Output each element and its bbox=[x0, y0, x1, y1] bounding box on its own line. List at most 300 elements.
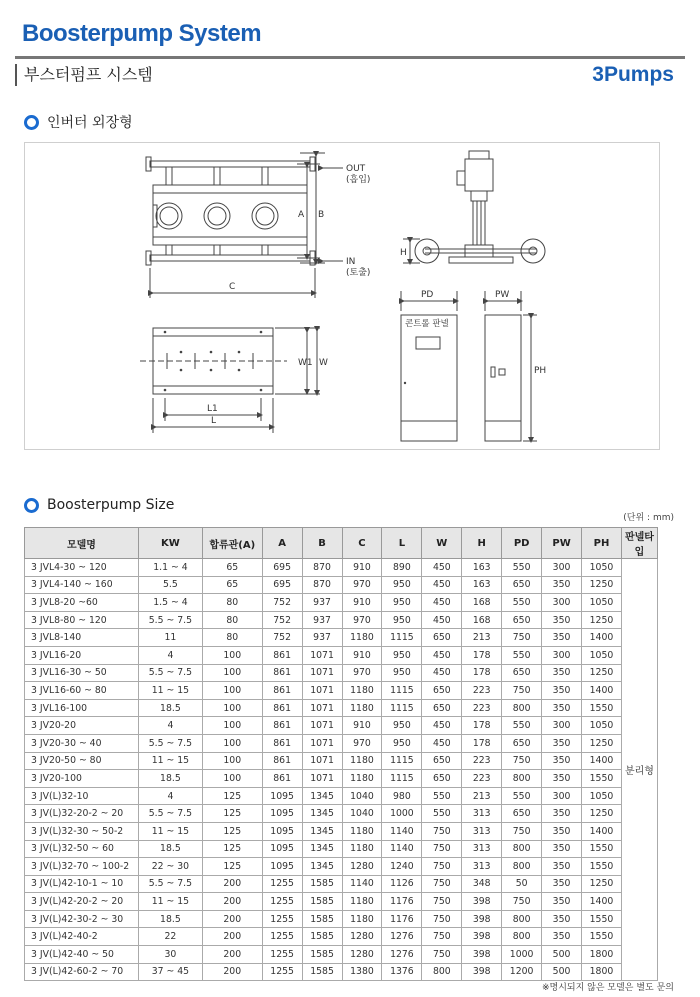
table-cell: 5.5 bbox=[138, 576, 202, 594]
table-cell: 800 bbox=[422, 963, 462, 981]
table-row bbox=[25, 664, 658, 682]
table-cell: 1180 bbox=[342, 629, 382, 647]
discharge-header bbox=[150, 255, 310, 261]
table-cell: 1200 bbox=[502, 963, 542, 981]
table-cell: 350 bbox=[542, 770, 582, 788]
table-row bbox=[25, 893, 658, 911]
label-h: H bbox=[400, 248, 407, 258]
table-cell: 550 bbox=[422, 787, 462, 805]
table-cell: 1240 bbox=[382, 858, 422, 876]
table-cell: 313 bbox=[462, 858, 502, 876]
table-cell: 213 bbox=[462, 629, 502, 647]
table-cell: 861 bbox=[262, 664, 302, 682]
table-cell: 350 bbox=[542, 699, 582, 717]
table-cell: 4 bbox=[138, 646, 202, 664]
table-cell: 1585 bbox=[302, 910, 342, 928]
table-cell: 1095 bbox=[262, 787, 302, 805]
table-cell: 1180 bbox=[342, 770, 382, 788]
table-cell: 350 bbox=[542, 629, 582, 647]
column-header: 판넬타입 bbox=[621, 528, 657, 559]
column-header: W bbox=[422, 528, 462, 559]
table-cell: 750 bbox=[422, 893, 462, 911]
table-row bbox=[25, 576, 658, 594]
table-cell: 1050 bbox=[582, 559, 622, 577]
table-cell: 937 bbox=[302, 594, 342, 612]
table-cell: 100 bbox=[202, 664, 262, 682]
model-name-cell: 3 JV(L)42-40 ~ 50 bbox=[25, 946, 139, 964]
table-cell: 450 bbox=[422, 646, 462, 664]
table-cell: 5.5 ~ 7.5 bbox=[138, 664, 202, 682]
table-cell: 100 bbox=[202, 717, 262, 735]
model-name-cell: 3 JVL4-30 ~ 120 bbox=[25, 559, 139, 577]
table-cell: 300 bbox=[542, 646, 582, 664]
label-in-sub: (토출) bbox=[346, 268, 371, 278]
table-row bbox=[25, 875, 658, 893]
table-cell: 200 bbox=[202, 893, 262, 911]
table-cell: 1050 bbox=[582, 646, 622, 664]
table-cell: 750 bbox=[422, 875, 462, 893]
table-cell: 1345 bbox=[302, 840, 342, 858]
column-header: L bbox=[382, 528, 422, 559]
table-cell: 200 bbox=[202, 946, 262, 964]
model-name-cell: 3 JVL16-100 bbox=[25, 699, 139, 717]
column-header: B bbox=[302, 528, 342, 559]
table-cell: 1140 bbox=[382, 840, 422, 858]
model-name-cell: 3 JV20-50 ~ 80 bbox=[25, 752, 139, 770]
table-cell: 398 bbox=[462, 928, 502, 946]
table-cell: 398 bbox=[462, 893, 502, 911]
table-cell: 1095 bbox=[262, 840, 302, 858]
dimension-drawing bbox=[24, 142, 660, 450]
label-l1: L1 bbox=[207, 404, 218, 414]
table-cell: 313 bbox=[462, 822, 502, 840]
label-in: IN bbox=[346, 257, 356, 267]
circle-bullet-icon bbox=[24, 498, 39, 513]
table-cell: 18.5 bbox=[138, 699, 202, 717]
pump-3 bbox=[252, 167, 278, 255]
table-cell: 450 bbox=[422, 717, 462, 735]
table-cell: 1180 bbox=[342, 893, 382, 911]
label-pw: PW bbox=[495, 290, 510, 300]
table-cell: 861 bbox=[262, 717, 302, 735]
table-cell: 800 bbox=[502, 858, 542, 876]
table-cell: 80 bbox=[202, 611, 262, 629]
column-header: A bbox=[262, 528, 302, 559]
table-cell: 980 bbox=[382, 787, 422, 805]
table-cell: 65 bbox=[202, 559, 262, 577]
pump-2 bbox=[204, 167, 230, 255]
model-name-cell: 3 JV(L)32-20-2 ~ 20 bbox=[25, 805, 139, 823]
table-cell: 100 bbox=[202, 646, 262, 664]
table-cell: 178 bbox=[462, 734, 502, 752]
label-b: B bbox=[318, 210, 325, 220]
table-cell: 350 bbox=[542, 822, 582, 840]
column-header: C bbox=[342, 528, 382, 559]
table-cell: 1800 bbox=[582, 946, 622, 964]
table-cell: 4 bbox=[138, 787, 202, 805]
table-cell: 223 bbox=[462, 752, 502, 770]
model-name-cell: 3 JVL4-140 ~ 160 bbox=[25, 576, 139, 594]
table-cell: 750 bbox=[502, 822, 542, 840]
pump-1 bbox=[153, 167, 182, 255]
table-cell: 695 bbox=[262, 576, 302, 594]
suction-header bbox=[150, 161, 310, 167]
table-cell: 950 bbox=[382, 646, 422, 664]
table-cell: 200 bbox=[202, 910, 262, 928]
table-cell: 1095 bbox=[262, 805, 302, 823]
table-cell: 125 bbox=[202, 840, 262, 858]
table-cell: 450 bbox=[422, 559, 462, 577]
table-cell: 1126 bbox=[382, 875, 422, 893]
table-cell: 1380 bbox=[342, 963, 382, 981]
subtitle-divider bbox=[15, 64, 17, 86]
table-row bbox=[25, 963, 658, 981]
table-cell: 5.5 ~ 7.5 bbox=[138, 734, 202, 752]
table-cell: 1345 bbox=[302, 805, 342, 823]
table-cell: 200 bbox=[202, 875, 262, 893]
table-cell: 752 bbox=[262, 611, 302, 629]
table-cell: 1115 bbox=[382, 699, 422, 717]
table-cell: 223 bbox=[462, 682, 502, 700]
table-cell: 18.5 bbox=[138, 770, 202, 788]
table-header-row bbox=[25, 528, 658, 559]
table-cell: 950 bbox=[382, 611, 422, 629]
table-cell: 1000 bbox=[382, 805, 422, 823]
model-name-cell: 3 JV(L)32-30 ~ 50-2 bbox=[25, 822, 139, 840]
label-pd: PD bbox=[421, 290, 434, 300]
table-cell: 750 bbox=[502, 752, 542, 770]
table-cell: 937 bbox=[302, 611, 342, 629]
label-w: W bbox=[319, 358, 328, 368]
table-cell: 11 ~ 15 bbox=[138, 822, 202, 840]
table-cell: 550 bbox=[502, 717, 542, 735]
table-cell: 1180 bbox=[342, 682, 382, 700]
model-name-cell: 3 JVL8-140 bbox=[25, 629, 139, 647]
table-cell: 450 bbox=[422, 594, 462, 612]
table-cell: 22 bbox=[138, 928, 202, 946]
table-cell: 861 bbox=[262, 734, 302, 752]
column-header: PW bbox=[542, 528, 582, 559]
table-cell: 910 bbox=[342, 646, 382, 664]
table-cell: 350 bbox=[542, 928, 582, 946]
model-name-cell: 3 JV(L)42-60-2 ~ 70 bbox=[25, 963, 139, 981]
model-name-cell: 3 JV(L)42-10-1 ~ 10 bbox=[25, 875, 139, 893]
table-cell: 950 bbox=[382, 717, 422, 735]
table-cell: 300 bbox=[542, 717, 582, 735]
model-name-cell: 3 JV(L)42-20-2 ~ 20 bbox=[25, 893, 139, 911]
table-cell: 178 bbox=[462, 646, 502, 664]
table-cell: 100 bbox=[202, 770, 262, 788]
table-cell: 650 bbox=[502, 734, 542, 752]
table-cell: 1800 bbox=[582, 963, 622, 981]
table-cell: 178 bbox=[462, 717, 502, 735]
table-cell: 550 bbox=[422, 805, 462, 823]
label-out-sub: (흡입) bbox=[346, 175, 371, 185]
table-cell: 1400 bbox=[582, 682, 622, 700]
table-cell: 22 ~ 30 bbox=[138, 858, 202, 876]
table-cell: 1276 bbox=[382, 946, 422, 964]
table-cell: 1115 bbox=[382, 752, 422, 770]
table-cell: 750 bbox=[422, 858, 462, 876]
table-cell: 1040 bbox=[342, 805, 382, 823]
page-subtitle: 부스터펌프 시스템 bbox=[24, 65, 153, 84]
table-cell: 5.5 ~ 7.5 bbox=[138, 875, 202, 893]
table-cell: 950 bbox=[382, 664, 422, 682]
label-l: L bbox=[211, 416, 217, 426]
table-cell: 18.5 bbox=[138, 910, 202, 928]
table-cell: 1140 bbox=[382, 822, 422, 840]
model-name-cell: 3 JV(L)32-10 bbox=[25, 787, 139, 805]
table-row bbox=[25, 611, 658, 629]
table-cell: 550 bbox=[502, 559, 542, 577]
table-cell: 550 bbox=[502, 594, 542, 612]
table-cell: 1255 bbox=[262, 875, 302, 893]
table-cell: 910 bbox=[342, 717, 382, 735]
table-cell: 350 bbox=[542, 664, 582, 682]
table-cell: 350 bbox=[542, 576, 582, 594]
table-row bbox=[25, 752, 658, 770]
table-row bbox=[25, 946, 658, 964]
unit-label: (단위 : mm) bbox=[623, 513, 674, 523]
table-cell: 950 bbox=[382, 594, 422, 612]
table-cell: 1585 bbox=[302, 963, 342, 981]
table-cell: 1176 bbox=[382, 910, 422, 928]
table-cell: 1140 bbox=[342, 875, 382, 893]
label-ph: PH bbox=[534, 366, 547, 376]
panel-type-cell: 분리형 bbox=[621, 559, 657, 981]
column-header: PD bbox=[502, 528, 542, 559]
table-row bbox=[25, 646, 658, 664]
table-cell: 800 bbox=[502, 699, 542, 717]
table-cell: 800 bbox=[502, 840, 542, 858]
table-cell: 910 bbox=[342, 559, 382, 577]
table-cell: 1550 bbox=[582, 840, 622, 858]
table-cell: 870 bbox=[302, 559, 342, 577]
title-rule bbox=[15, 56, 685, 59]
booster-size-table bbox=[24, 527, 658, 981]
table-cell: 1.5 ~ 4 bbox=[138, 594, 202, 612]
model-name-cell: 3 JVL8-80 ~ 120 bbox=[25, 611, 139, 629]
model-name-cell: 3 JVL8-20 ~60 bbox=[25, 594, 139, 612]
table-cell: 500 bbox=[542, 963, 582, 981]
table-row bbox=[25, 822, 658, 840]
column-header: PH bbox=[582, 528, 622, 559]
table-cell: 861 bbox=[262, 752, 302, 770]
table-cell: 752 bbox=[262, 594, 302, 612]
control-panel-side bbox=[485, 315, 521, 441]
table-cell: 1176 bbox=[382, 893, 422, 911]
table-cell: 500 bbox=[542, 946, 582, 964]
table-cell: 65 bbox=[202, 576, 262, 594]
table-cell: 800 bbox=[502, 770, 542, 788]
table-cell: 1280 bbox=[342, 928, 382, 946]
column-header: KW bbox=[138, 528, 202, 559]
table-cell: 650 bbox=[422, 682, 462, 700]
model-name-cell: 3 JV20-30 ~ 40 bbox=[25, 734, 139, 752]
table-cell: 1400 bbox=[582, 893, 622, 911]
table-section-heading bbox=[24, 497, 174, 513]
table-cell: 223 bbox=[462, 770, 502, 788]
table-cell: 1255 bbox=[262, 910, 302, 928]
table-cell: 750 bbox=[502, 682, 542, 700]
model-name-cell: 3 JVL16-60 ~ 80 bbox=[25, 682, 139, 700]
table-row bbox=[25, 717, 658, 735]
table-cell: 800 bbox=[502, 928, 542, 946]
table-cell: 300 bbox=[542, 594, 582, 612]
table-row bbox=[25, 770, 658, 788]
table-cell: 350 bbox=[542, 752, 582, 770]
table-cell: 1585 bbox=[302, 893, 342, 911]
label-a: A bbox=[298, 210, 305, 220]
table-cell: 1400 bbox=[582, 752, 622, 770]
table-cell: 11 ~ 15 bbox=[138, 682, 202, 700]
table-cell: 350 bbox=[542, 611, 582, 629]
table-cell: 300 bbox=[542, 559, 582, 577]
table-cell: 890 bbox=[382, 559, 422, 577]
table-cell: 1400 bbox=[582, 629, 622, 647]
table-cell: 1050 bbox=[582, 717, 622, 735]
column-header: 합류관(A) bbox=[202, 528, 262, 559]
table-cell: 750 bbox=[502, 893, 542, 911]
model-name-cell: 3 JVL16-30 ~ 50 bbox=[25, 664, 139, 682]
table-cell: 80 bbox=[202, 629, 262, 647]
table-row bbox=[25, 699, 658, 717]
table-cell: 970 bbox=[342, 611, 382, 629]
table-cell: 350 bbox=[542, 734, 582, 752]
table-cell: 450 bbox=[422, 664, 462, 682]
column-header: H bbox=[462, 528, 502, 559]
table-cell: 1345 bbox=[302, 822, 342, 840]
table-cell: 200 bbox=[202, 963, 262, 981]
table-cell: 1071 bbox=[302, 682, 342, 700]
table-cell: 970 bbox=[342, 576, 382, 594]
table-cell: 910 bbox=[342, 594, 382, 612]
table-cell: 861 bbox=[262, 646, 302, 664]
table-cell: 1095 bbox=[262, 858, 302, 876]
table-cell: 650 bbox=[422, 699, 462, 717]
table-row bbox=[25, 805, 658, 823]
table-cell: 450 bbox=[422, 576, 462, 594]
table-cell: 650 bbox=[422, 752, 462, 770]
table-cell: 30 bbox=[138, 946, 202, 964]
table-cell: 1050 bbox=[582, 787, 622, 805]
table-cell: 1250 bbox=[582, 576, 622, 594]
table-cell: 1276 bbox=[382, 928, 422, 946]
table-cell: 1071 bbox=[302, 699, 342, 717]
table-cell: 450 bbox=[422, 611, 462, 629]
model-name-cell: 3 JV(L)42-40-2 bbox=[25, 928, 139, 946]
table-cell: 1255 bbox=[262, 928, 302, 946]
table-cell: 11 ~ 15 bbox=[138, 893, 202, 911]
table-cell: 970 bbox=[342, 734, 382, 752]
table-cell: 1071 bbox=[302, 646, 342, 664]
table-cell: 5.5 ~ 7.5 bbox=[138, 805, 202, 823]
table-cell: 750 bbox=[502, 629, 542, 647]
table-cell: 1345 bbox=[302, 858, 342, 876]
table-cell: 1280 bbox=[342, 946, 382, 964]
table-cell: 1180 bbox=[342, 699, 382, 717]
table-cell: 4 bbox=[138, 717, 202, 735]
table-cell: 100 bbox=[202, 734, 262, 752]
label-control-panel: 콘트롤 판넬 bbox=[405, 319, 449, 329]
control-panel-front bbox=[401, 315, 457, 441]
label-c: C bbox=[229, 282, 236, 292]
table-cell: 80 bbox=[202, 594, 262, 612]
table-cell: 18.5 bbox=[138, 840, 202, 858]
table-cell: 1250 bbox=[582, 734, 622, 752]
table-cell: 398 bbox=[462, 910, 502, 928]
model-name-cell: 3 JV(L)32-50 ~ 60 bbox=[25, 840, 139, 858]
table-cell: 1115 bbox=[382, 629, 422, 647]
table-cell: 750 bbox=[422, 822, 462, 840]
table-cell: 650 bbox=[502, 576, 542, 594]
table-cell: 1255 bbox=[262, 893, 302, 911]
table-cell: 1000 bbox=[502, 946, 542, 964]
table-cell: 100 bbox=[202, 682, 262, 700]
table-cell: 1550 bbox=[582, 928, 622, 946]
circle-bullet-icon bbox=[24, 115, 39, 130]
table-cell: 970 bbox=[342, 664, 382, 682]
table-row bbox=[25, 629, 658, 647]
table-cell: 223 bbox=[462, 699, 502, 717]
table-cell: 5.5 ~ 7.5 bbox=[138, 611, 202, 629]
table-cell: 650 bbox=[422, 629, 462, 647]
table-cell: 650 bbox=[502, 805, 542, 823]
table-cell: 1050 bbox=[582, 594, 622, 612]
table-cell: 861 bbox=[262, 699, 302, 717]
footnote: ※명시되지 않은 모델은 별도 문의 bbox=[541, 983, 674, 993]
table-cell: 1585 bbox=[302, 875, 342, 893]
table-cell: 1180 bbox=[342, 822, 382, 840]
table-cell: 1550 bbox=[582, 910, 622, 928]
table-cell: 1255 bbox=[262, 946, 302, 964]
table-cell: 350 bbox=[542, 910, 582, 928]
label-out: OUT bbox=[346, 164, 366, 174]
model-name-cell: 3 JV20-20 bbox=[25, 717, 139, 735]
table-row bbox=[25, 787, 658, 805]
table-cell: 550 bbox=[502, 646, 542, 664]
drawing-heading-text: 인버터 외장형 bbox=[47, 115, 133, 131]
table-cell: 163 bbox=[462, 559, 502, 577]
table-cell: 1040 bbox=[342, 787, 382, 805]
table-cell: 1180 bbox=[342, 910, 382, 928]
table-cell: 650 bbox=[502, 611, 542, 629]
table-cell: 350 bbox=[542, 893, 582, 911]
table-cell: 398 bbox=[462, 963, 502, 981]
table-cell: 11 ~ 15 bbox=[138, 752, 202, 770]
table-cell: 1071 bbox=[302, 664, 342, 682]
table-cell: 125 bbox=[202, 787, 262, 805]
drawing-svg bbox=[25, 143, 659, 449]
table-cell: 168 bbox=[462, 594, 502, 612]
table-cell: 1280 bbox=[342, 858, 382, 876]
table-cell: 37 ~ 45 bbox=[138, 963, 202, 981]
table-cell: 752 bbox=[262, 629, 302, 647]
table-cell: 125 bbox=[202, 805, 262, 823]
page-title: Boosterpump System bbox=[22, 20, 262, 47]
table-cell: 125 bbox=[202, 858, 262, 876]
table-cell: 350 bbox=[542, 858, 582, 876]
table-cell: 1550 bbox=[582, 699, 622, 717]
table-cell: 1550 bbox=[582, 858, 622, 876]
table-cell: 1255 bbox=[262, 963, 302, 981]
table-cell: 937 bbox=[302, 629, 342, 647]
model-name-cell: 3 JV(L)42-30-2 ~ 30 bbox=[25, 910, 139, 928]
table-cell: 1.1 ~ 4 bbox=[138, 559, 202, 577]
table-cell: 1115 bbox=[382, 770, 422, 788]
table-cell: 1250 bbox=[582, 611, 622, 629]
table-cell: 163 bbox=[462, 576, 502, 594]
